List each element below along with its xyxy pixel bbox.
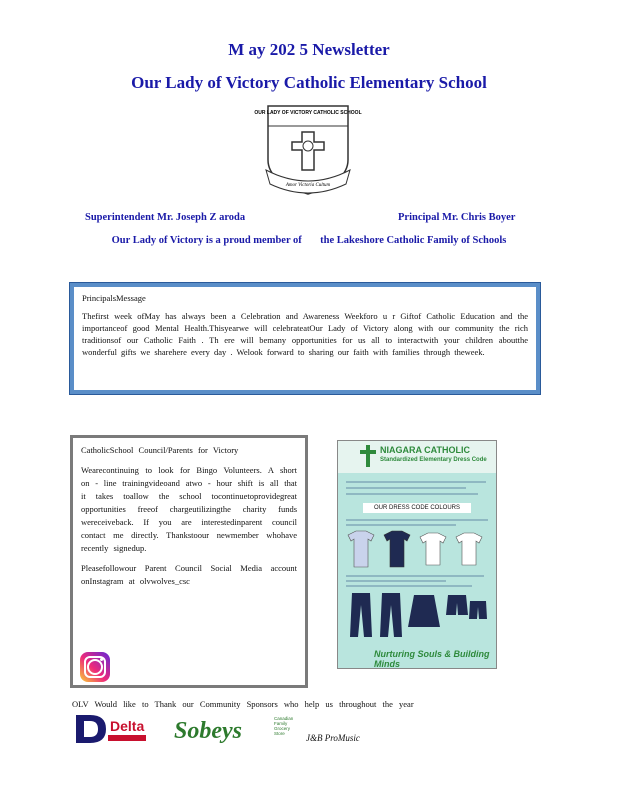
crest-banner-text: Amor Victoria Cultum xyxy=(285,183,331,188)
principal-message-box xyxy=(70,283,540,394)
school-crest xyxy=(254,104,362,196)
council-body: Wearecontinuing to look for Bingo Volunteers. A short on - line trainingvideoand atwo - hour shift is all that it takes toallow the school tocontinuetoprovidegreat opportunities freeof chargeutilizingthe charity funds wereceiveback. If you are interestedinparent council contact me directly. Thankstoour newmember whohave recently signedup. xyxy=(81,465,297,553)
sobeys-tagline: Canadian Family Grocery Store xyxy=(274,716,294,736)
sobeys-logo-text: Sobeys xyxy=(174,718,242,744)
shirts-icon xyxy=(344,529,490,571)
superintendent-name: Superintendent Mr. Joseph Z aroda xyxy=(85,212,246,223)
sobeys-logo xyxy=(172,714,300,744)
delta-logo-text: Delta xyxy=(110,718,145,734)
instagram-icon[interactable] xyxy=(80,652,110,682)
sponsor-thanks: OLV Would like to Thank our Community Sponsors who help us throughout the year xyxy=(72,699,414,709)
school-name: Our Lady of Victory Catholic Elementary School xyxy=(131,73,487,92)
flyer-cross-icon xyxy=(360,445,376,467)
flyer-footer: Nurturing Souls & Building Minds xyxy=(374,649,490,669)
council-heading: CatholicSchool Council/Parents for Victory xyxy=(81,445,239,455)
council-social: Pleasefollowour Parent Council Social Media account onInstagram at olvwolves_csc xyxy=(81,563,297,586)
jb-promusic-sponsor: J&B ProMusic xyxy=(306,733,360,743)
principal-message-heading: PrincipalsMessage xyxy=(82,293,146,303)
principal-name: Principal Mr. Chris Boyer xyxy=(398,212,516,223)
council-box xyxy=(70,435,308,688)
newsletter-title: M ay 202 5 Newsletter xyxy=(228,40,390,59)
crest-top-text: OUR LADY OF VICTORY CATHOLIC SCHOOL xyxy=(254,110,362,116)
flyer-subtitle: Standardized Elementary Dress Code xyxy=(380,457,487,463)
membership-line: Our Lady of Victory is a proud member of the Lakeshore Catholic Family of Schools xyxy=(111,235,507,246)
principal-message-body: Thefirst week ofMay has always been a Celebration and Awareness Weekforo u r Giftof Catholic Education and the importanceof good Mental Health.Thisyearwe will celebrateatOur Lady of Victory along with our community the rich traditionsof our Catholic Faith . Th ere will bemany opportunities for us all to interactwith your children aboutthe wonderful gifts we sharehere every day . Welook forward to sharing our faith with families through theweek. xyxy=(82,311,528,357)
pants-icon xyxy=(344,591,490,641)
delta-logo xyxy=(72,711,148,745)
dress-code-flyer xyxy=(337,440,497,669)
flyer-title: NIAGARA CATHOLIC xyxy=(380,445,470,455)
flyer-code-label: OUR DRESS CODE COLOURS xyxy=(363,503,471,513)
